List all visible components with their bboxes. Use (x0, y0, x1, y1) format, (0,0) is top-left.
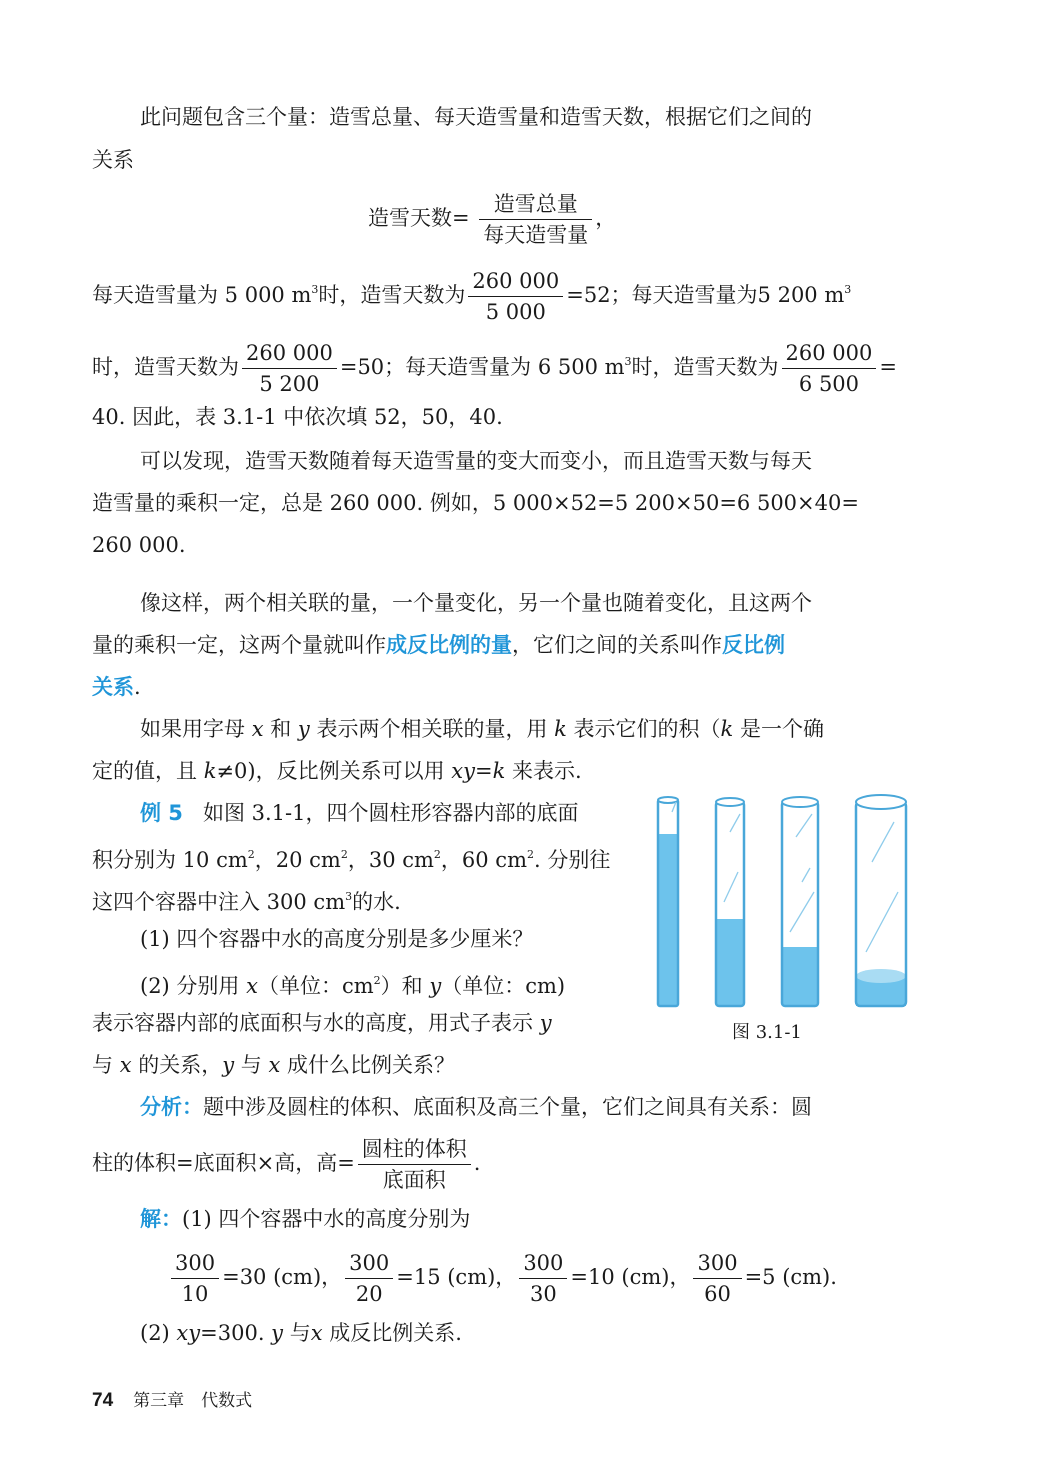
cylinder-30cm2 (782, 797, 818, 1006)
text: = (474, 759, 493, 783)
figure-caption: 图 3.1-1 (732, 1022, 802, 1043)
text: 如图 3.1-1，四个圆柱形容器内部的底面 (202, 801, 579, 825)
text: ）和 (380, 974, 430, 998)
fraction-300-10 (171, 1250, 219, 1307)
text: (1) 四个容器中水的高度分别为 (182, 1207, 471, 1231)
text: (2) (140, 1321, 177, 1345)
fraction-denominator: 5 000 (468, 296, 563, 325)
fraction-numerator: 圆柱的体积 (361, 1137, 467, 1161)
page-number: 74 (92, 1390, 114, 1411)
fraction-6500 (782, 340, 877, 397)
text: 题中涉及圆柱的体积、底面积及高三个量，它们之间具有关系：圆 (203, 1095, 812, 1119)
cylinder-10cm2 (658, 797, 678, 1006)
definition-text: . (134, 675, 141, 699)
var-x: x (268, 1053, 281, 1077)
var-x: x (251, 717, 264, 741)
question-2-line-2 (92, 1008, 552, 1038)
exponent: 2 (526, 848, 534, 861)
fraction-denominator: 每天造雪量 (479, 219, 592, 248)
example-label: 例 5 (140, 801, 183, 825)
fraction-5000 (468, 268, 563, 325)
var-x: x (119, 1053, 132, 1077)
text: 是一个确 (733, 717, 824, 741)
text: 这四个容器中注入 300 cm (92, 890, 346, 914)
analysis-label: 分析： (140, 1095, 203, 1119)
exponent: 2 (373, 974, 381, 987)
term-inverse-proportion: 反比例 (722, 633, 785, 657)
text: （单位：cm) (441, 974, 566, 998)
var-y: y (222, 1053, 235, 1077)
var-y: y (271, 1321, 284, 1345)
definition-text: ，它们之间的关系叫作 (512, 633, 722, 657)
calc-text: 时，造雪天数为 (318, 283, 466, 307)
fraction-denominator: 30 (519, 1278, 567, 1307)
calc-line-1 (92, 260, 852, 324)
analysis-line-1 (140, 1092, 812, 1122)
discover-line-2: 造雪量的乘积一定，总是 260 000. 例如，5 000×52=5 200×50=6 500×40= (92, 491, 859, 515)
question-2-line-1 (140, 966, 565, 996)
var-k: k (554, 717, 567, 741)
calc-text: 每天造雪量为 5 000 m (92, 283, 312, 307)
exponent: 3 (844, 283, 852, 296)
definition-text: 量的乘积一定，这两个量就叫作 (92, 633, 386, 657)
calc-line-2 (92, 332, 897, 396)
text: 积分别为 10 cm (92, 848, 248, 872)
var-k: k (720, 717, 734, 741)
formula-tail: ， (595, 206, 617, 230)
var-y: y (539, 1011, 552, 1035)
var-x: x (246, 974, 258, 998)
calc-text: =52；每天造雪量为5 200 m (566, 283, 845, 307)
letters-line-2 (92, 756, 582, 786)
term-relation: 关系 (92, 675, 134, 699)
text: 来表示. (505, 759, 582, 783)
text: 如果用字母 (140, 717, 252, 741)
fraction-denominator: 60 (693, 1278, 741, 1307)
letters-line-1 (140, 714, 824, 744)
exponent: 3 (624, 355, 632, 368)
text: 的水. (352, 890, 401, 914)
text: 柱的体积=底面积×高，高= (92, 1151, 355, 1175)
text: =10 (cm)， (570, 1265, 691, 1289)
fraction-numerator: 300 (349, 1251, 390, 1275)
text: ，30 cm (347, 848, 434, 872)
fraction-denominator: 底面积 (358, 1164, 471, 1193)
fraction-denominator: 10 (171, 1278, 219, 1307)
text: . 分别往 (533, 848, 611, 872)
analysis-line-2 (92, 1132, 480, 1194)
var-y: y (429, 974, 442, 998)
intro-line-1: 此问题包含三个量：造雪总量、每天造雪量和造雪天数，根据它们之间的 (140, 105, 812, 129)
water-fill (716, 919, 744, 1006)
text: 与 (234, 1053, 269, 1077)
text: (2) 分别用 (140, 974, 247, 998)
text: 和 (263, 717, 298, 741)
question-1: (1) 四个容器中水的高度分别是多少厘米？ (140, 927, 534, 951)
fraction-300-30 (519, 1250, 567, 1307)
definition-line-2 (92, 630, 785, 660)
example-line-2 (92, 840, 610, 870)
text: =30 (cm)， (222, 1265, 343, 1289)
intro-line-2: 关系 (92, 148, 134, 172)
definition-line-3 (92, 672, 141, 702)
text: 表示容器内部的底面积与水的高度，用式子表示 (92, 1011, 540, 1035)
calc-line-3: 40. 因此，表 3.1-1 中依次填 52，50，40. (92, 405, 503, 429)
fraction-denominator: 6 500 (782, 368, 877, 397)
text: （单位：cm (257, 974, 374, 998)
text: 表示它们的积（ (566, 717, 721, 741)
text: =5 (cm). (744, 1265, 837, 1289)
solution-line-2 (140, 1318, 462, 1348)
var-xy: xy (176, 1321, 201, 1345)
definition-line-1: 像这样，两个相关联的量，一个量变化，另一个量也随着变化，且这两个 (140, 591, 812, 615)
var-k: k (492, 759, 506, 783)
page-footer (92, 1384, 252, 1414)
chapter-title: 第三章 代数式 (133, 1391, 253, 1411)
var-x: x (310, 1321, 323, 1345)
exponent: 3 (345, 890, 353, 903)
example-line-3 (92, 882, 401, 912)
fraction-300-20 (345, 1250, 393, 1307)
text: ，60 cm (440, 848, 527, 872)
fraction-5200 (242, 340, 337, 397)
fraction-numerator: 300 (523, 1251, 564, 1275)
fraction-numerator: 造雪总量 (493, 192, 578, 216)
term-inverse-proportional-quantities: 成反比例的量 (386, 633, 512, 657)
text: . (473, 1151, 481, 1175)
text: 表示两个相关联的量，用 (309, 717, 555, 741)
fraction-denominator: 20 (345, 1278, 393, 1307)
calc-text: =50；每天造雪量为 6 500 m (339, 355, 625, 379)
text: 的关系， (131, 1053, 223, 1077)
text: ≠0)，反比例关系可以用 (216, 759, 452, 783)
discover-line-1: 可以发现，造雪天数随着每天造雪量的变大而变小，而且造雪天数与每天 (140, 449, 812, 473)
exponent: 2 (433, 848, 441, 861)
discover-line-3: 260 000. (92, 533, 186, 557)
fraction-numerator: 300 (175, 1251, 216, 1275)
solution-line-1 (140, 1204, 470, 1234)
text: 定的值，且 (92, 759, 204, 783)
text: 与 (283, 1321, 311, 1345)
text: 成反比例关系. (322, 1321, 462, 1345)
water-surface (856, 969, 906, 983)
fraction-numerator: 300 (697, 1251, 738, 1275)
cylinder-20cm2 (716, 798, 744, 1006)
var-xy: xy (451, 759, 475, 783)
text: 与 (92, 1053, 120, 1077)
cylinder-60cm2 (856, 795, 906, 1006)
exponent: 2 (247, 848, 255, 861)
var-y: y (297, 717, 310, 741)
calc-text: 时，造雪天数为 (92, 355, 239, 379)
solution-label: 解： (140, 1207, 182, 1231)
cylinders-figure (650, 792, 920, 1017)
formula-lhs: 造雪天数= (368, 206, 470, 230)
formula-snow-days (368, 188, 616, 248)
fraction-denominator: 5 200 (242, 368, 337, 397)
text: ，20 cm (254, 848, 341, 872)
fraction-numerator: 260 000 (246, 341, 333, 365)
water-fill (782, 947, 818, 1006)
exponent: 2 (340, 848, 348, 861)
question-2-line-3 (92, 1050, 455, 1080)
water-fill (658, 834, 678, 1006)
text: =300. (200, 1321, 272, 1345)
solution-heights (168, 1246, 837, 1308)
text: 成什么比例关系？ (280, 1053, 455, 1077)
calc-text: 时，造雪天数为 (631, 355, 779, 379)
fraction-300-60 (693, 1250, 741, 1307)
exponent: 3 (311, 283, 319, 296)
var-k: k (203, 759, 217, 783)
fraction-numerator: 260 000 (785, 341, 873, 365)
calc-text: = (879, 355, 897, 379)
example-line-1 (140, 798, 579, 828)
formula-fraction (479, 191, 592, 248)
fraction-height (358, 1136, 471, 1193)
text: =15 (cm)， (396, 1265, 517, 1289)
fraction-numerator: 260 000 (472, 269, 560, 293)
